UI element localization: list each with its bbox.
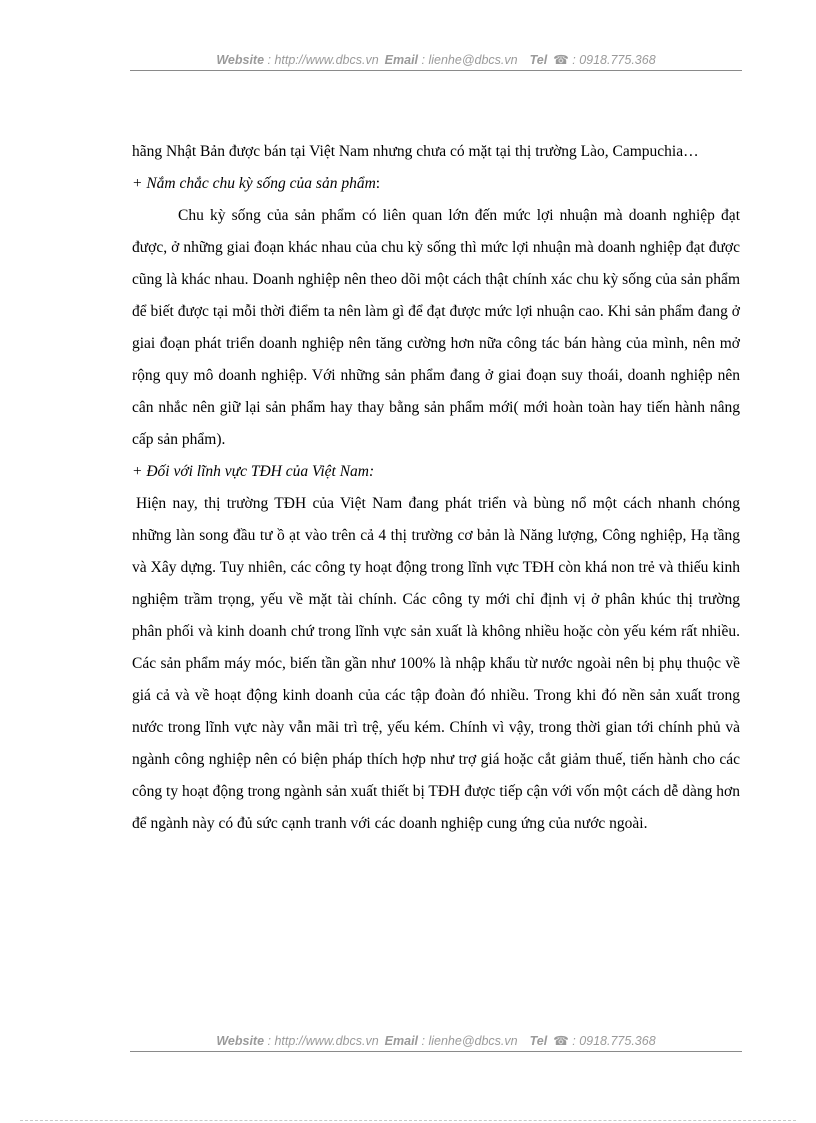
page-footer bbox=[130, 1033, 742, 1049]
document-body bbox=[132, 136, 740, 840]
footer-divider bbox=[130, 1051, 742, 1052]
footer-email-sep: : bbox=[418, 1034, 429, 1048]
header-tel-sep: : bbox=[568, 53, 580, 67]
footer-tel-value: 0918.775.368 bbox=[579, 1034, 656, 1048]
footer-email-label: Email bbox=[384, 1034, 419, 1048]
page-header bbox=[130, 52, 742, 68]
paragraph-vietnam-automation: Hiện nay, thị trường TĐH của Việt Nam đang phát triển và bùng nổ một cách nhanh chóng những làn song đầu tư ồ ạt vào trên cả 4 thị trường cơ bản là Năng lượng, Công nghiệp, Hạ tầng và Xây dựng. Tuy nhiên, các công ty hoạt động trong lĩnh vực TĐH còn khá non trẻ và thiếu kinh nghiệm trầm trọng, yếu về mặt tài chính. Các công ty mới chỉ định vị ở phân khúc thị trường phân phối và kinh doanh chứ trong lĩnh vực sản xuất là không nhiều hoặc còn yếu kém rất nhiều. Các sản phẩm máy móc, biến tần gần như 100% là nhập khẩu từ nước ngoài nên bị phụ thuộc về giá cả và về hoạt động kinh doanh của các tập đoàn đó nhiều. Trong khi đó nền sản xuất trong nước trong lĩnh vực này vẫn mãi trì trệ, yếu kém. Chính vì vậy, trong thời gian tới chính phủ và ngành công nghiệp nên có biện pháp thích hợp như trợ giá hoặc cắt giảm thuế, tiến hành cho các công ty hoạt động trong ngành sản xuất thiết bị TĐH được tiếp cận với vốn một cách dễ dàng hơn để ngành này có đủ sức cạnh tranh với các doanh nghiệp cung ứng của nước ngoài. bbox=[132, 495, 740, 832]
header-tel-label: Tel bbox=[529, 53, 548, 67]
header-divider bbox=[130, 70, 742, 71]
header-email-value[interactable]: lienhe@dbcs.vn bbox=[428, 53, 518, 67]
phone-icon: ☎ bbox=[553, 1034, 569, 1048]
header-tel-value: 0918.775.368 bbox=[579, 53, 656, 67]
page-bottom-boundary bbox=[20, 1120, 796, 1121]
paragraph-product-lifecycle: Chu kỳ sống của sản phẩm có liên quan lớn đến mức lợi nhuận mà doanh nghiệp đạt được, ở những giai đoạn khác nhau của chu kỳ sống thì mức lợi nhuận mà doanh nghiệp đạt được cũng là khác nhau. Doanh nghiệp nên theo dõi một cách thật chính xác chu kỳ sống của sản phẩm để biết được tại mỗi thời điểm ta nên làm gì để đạt được mức lợi nhuận cao. Khi sản phẩm đang ở giai đoạn phát triển doanh nghiệp nên tăng cường hơn nữa công tác bán hàng của mình, nên mở rộng quy mô doanh nghiệp. Với những sản phẩm đang ở giai đoạn suy thoái, doanh nghiệp nên cân nhắc nên giữ lại sản phẩm hay thay bằng sản phẩm mới( mới hoàn toàn hay tiến hành nâng cấp sản phẩm). bbox=[132, 207, 740, 448]
section-heading-vietnam-automation: + Đối với lĩnh vực TĐH của Việt Nam: bbox=[132, 463, 375, 480]
phone-icon: ☎ bbox=[553, 53, 569, 67]
footer-website-url[interactable]: http://www.dbcs.vn bbox=[274, 1034, 379, 1048]
footer-tel-sep: : bbox=[568, 1034, 580, 1048]
header-website-url[interactable]: http://www.dbcs.vn bbox=[274, 53, 379, 67]
paragraph-continuation: hãng Nhật Bản được bán tại Việt Nam nhưng chưa có mặt tại thị trường Lào, Campuchia… bbox=[132, 143, 699, 160]
heading-text: + Nắm chắc chu kỳ sống của sản phẩm bbox=[132, 175, 376, 192]
footer-website-sep: : bbox=[264, 1034, 275, 1048]
footer-tel-label: Tel bbox=[529, 1034, 548, 1048]
heading-colon: : bbox=[375, 175, 381, 192]
header-website-sep: : bbox=[264, 53, 275, 67]
header-email-sep: : bbox=[418, 53, 429, 67]
header-email-label: Email bbox=[384, 53, 419, 67]
footer-email-value[interactable]: lienhe@dbcs.vn bbox=[428, 1034, 518, 1048]
section-heading-product-lifecycle bbox=[132, 168, 740, 200]
header-website-label: Website bbox=[216, 53, 265, 67]
footer-website-label: Website bbox=[216, 1034, 265, 1048]
